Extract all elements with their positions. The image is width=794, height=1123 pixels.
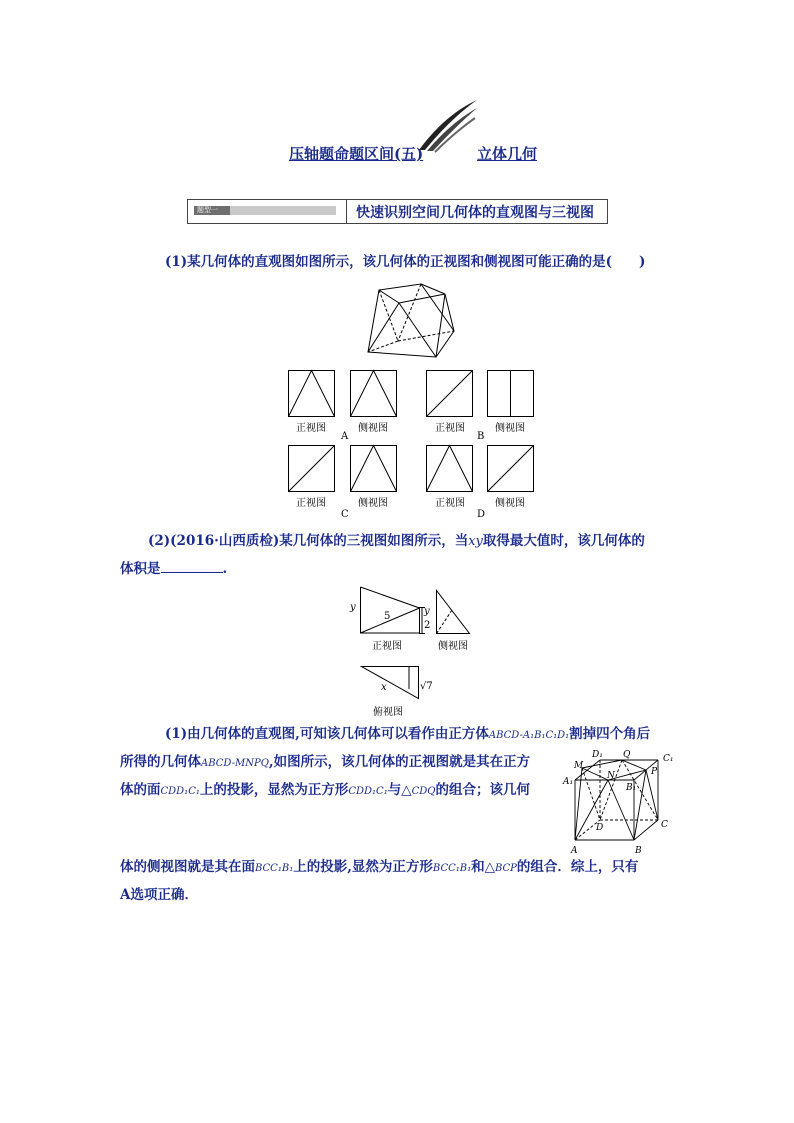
q2-dim-y: y	[424, 606, 430, 617]
option-c-side-view	[350, 445, 397, 492]
cube-label-c: C	[661, 820, 668, 830]
sol-l3a: 体的面	[120, 782, 161, 798]
q2-front-view	[360, 586, 420, 634]
sol-l3g: 的组合；该几何	[435, 782, 530, 798]
solution-line-3	[120, 779, 530, 803]
q2-side-caption: 侧视图	[438, 641, 468, 652]
option-d-side-view	[487, 445, 534, 492]
option-d-front-view	[426, 445, 473, 492]
answer-blank[interactable]	[161, 572, 223, 573]
q2-top-sqrt7: √7	[420, 681, 433, 692]
header-title-left: 压轴题命题区间(五)	[289, 145, 424, 163]
option-d-front-label: 正视图	[435, 498, 465, 509]
section-tag: 题型一	[194, 206, 230, 215]
option-b-front-label: 正视图	[435, 423, 465, 434]
option-b-front-view	[426, 370, 473, 417]
solution-line-2	[120, 751, 530, 775]
option-c-front-label: 正视图	[296, 498, 326, 509]
q1-text: (1)某几何体的直观图如图所示，该几何体的正视图和侧视图可能正确的是( )	[165, 254, 646, 270]
q2-line2-end: .	[222, 561, 228, 577]
sol-l3f: CDQ	[411, 786, 436, 797]
solution-line-4	[120, 856, 638, 880]
q2-front-caption: 正视图	[372, 641, 402, 652]
sol-l4f: BCP	[495, 863, 517, 874]
sol-l4b: BCC₁B₁	[255, 863, 294, 874]
cube-label-d: D	[596, 823, 604, 833]
sol-l1a: (1)由几何体的直观图,可知该几何体可以看作由正方体	[165, 726, 489, 742]
q2-dim-two: 2	[424, 620, 431, 631]
cube-label-b: B	[635, 846, 642, 856]
q2-top-view	[361, 666, 419, 699]
sol-l2b: ABCD-MNPQ	[201, 758, 269, 769]
option-a-side-view	[350, 370, 397, 417]
section-divider	[346, 200, 347, 223]
cube-label-n: N	[607, 771, 615, 781]
sol-l1b: ABCD-A₁B₁C₁D₁	[488, 730, 570, 741]
q1-solid-figure	[366, 281, 462, 359]
q2-top-x: x	[381, 682, 387, 693]
sol-l3b: CDD₁C₁	[160, 786, 200, 797]
cube-label-q: Q	[623, 750, 631, 760]
q2-line1-end: 取得最大值时，该几何体的	[482, 533, 645, 549]
cube-label-m: M	[574, 761, 584, 771]
cube-label-a: A	[571, 846, 578, 856]
option-b-letter: B	[477, 431, 485, 442]
option-d-side-label: 侧视图	[495, 498, 525, 509]
header-title-right: 立体几何	[477, 145, 538, 163]
option-c-letter: C	[341, 509, 349, 520]
cube-label-d1: D₁	[592, 750, 603, 760]
sol-l2a: 所得的几何体	[120, 754, 201, 770]
cube-label-b1: B₁	[626, 783, 637, 793]
sol-l4d: BCC₁B₁	[432, 863, 472, 874]
q2-line1-start: (2)(2016·山西质检)某几何体的三视图如图所示，当	[148, 533, 469, 549]
sol-l4a: 体的侧视图就是其在面	[120, 859, 255, 875]
cube-label-c1: C₁	[663, 754, 674, 764]
sol-l3d: CDD₁C₁	[348, 786, 388, 797]
q2-line2-start: 体积是	[120, 561, 161, 577]
q2-side-view	[436, 590, 470, 634]
sol-l4g: 的组合．综上，只有	[516, 859, 639, 875]
q2-line1	[148, 530, 645, 553]
sol-l3c: 上的投影，显然为正方形	[199, 782, 349, 798]
option-c-front-view	[288, 445, 335, 492]
solution-line-1	[165, 723, 650, 747]
option-c-side-label: 侧视图	[358, 498, 388, 509]
sol-l4c: 上的投影,显然为正方形	[293, 859, 433, 875]
cube-label-a1: A₁	[563, 777, 574, 787]
q2-line2	[120, 558, 227, 580]
sol-l4e: 和△	[471, 859, 495, 875]
option-b-side-view	[487, 370, 534, 417]
sol-l2c: ,如图所示，该几何体的正视图就是其在正方	[268, 754, 531, 770]
section-title: 快速识别空间几何体的直观图与三视图	[356, 205, 594, 221]
q2-front-five: 5	[384, 611, 391, 622]
q2-front-y: y	[350, 602, 356, 613]
option-a-front-label: 正视图	[296, 423, 326, 434]
option-b-side-label: 侧视图	[495, 423, 525, 434]
solution-line-5: A选项正确．	[120, 887, 198, 903]
option-a-front-view	[288, 370, 335, 417]
option-a-letter: A	[341, 431, 349, 442]
option-a-side-label: 侧视图	[358, 423, 388, 434]
q2-var-xy: xy	[468, 534, 483, 549]
sol-l1c: 割掉四个角后	[569, 726, 651, 742]
section-header-box	[187, 199, 608, 224]
cube-label-p: P	[651, 767, 658, 777]
header-swoosh-logo	[415, 98, 480, 153]
option-d-letter: D	[477, 509, 486, 520]
section-tag-bar	[194, 206, 336, 215]
sol-l3e: 与△	[387, 782, 412, 798]
q2-top-caption: 俯视图	[373, 707, 403, 718]
